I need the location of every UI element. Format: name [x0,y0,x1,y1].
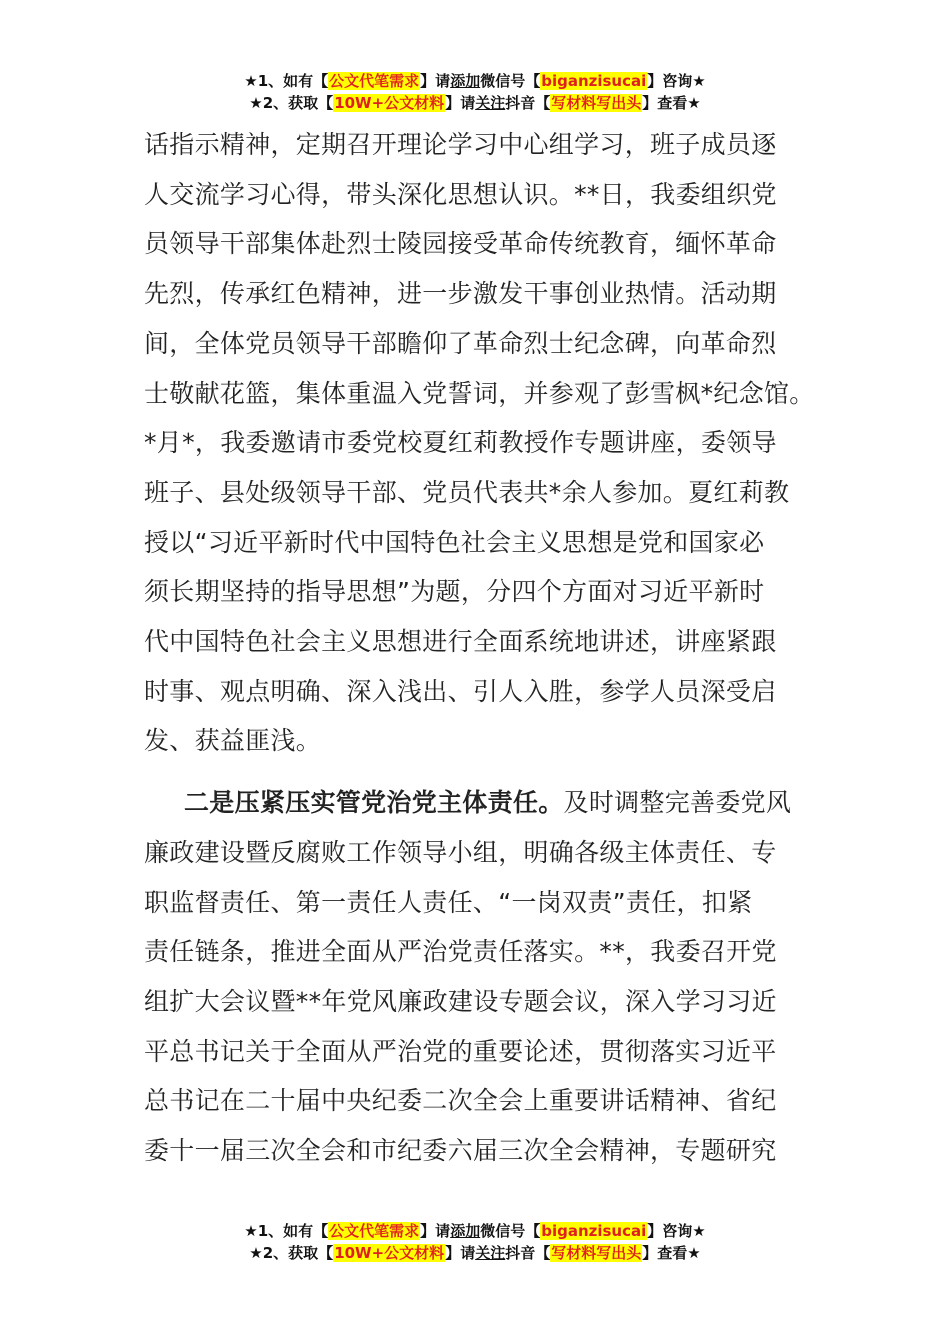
header-emphasis: 关注 [475,94,506,112]
footer-emphasis: 关注 [475,1244,506,1262]
header-text: 】查看★ [642,94,701,112]
text-line: 代中国特色社会主义思想进行全面系统地讲述，讲座紧跟 [144,627,777,657]
text-line: 组扩大会议暨**年党风廉政建设专题会议，深入学习习近 [144,986,777,1016]
highlight-service: 公文代笔需求 [329,1222,420,1240]
footer-text: 】咨询★ [647,1222,706,1240]
text-line: 廉政建设暨反腐败工作领导小组，明确各级主体责任、专 [144,837,777,867]
highlight-service: 公文代笔需求 [329,72,420,90]
wechat-id: biganzisucai [541,72,647,90]
text-line: 授以“习近平新时代中国特色社会主义思想是党和国家必 [144,527,765,557]
text-line: 先烈，传承红色精神，进一步激发干事创业热情。活动期 [144,279,777,309]
header-text: 微信号【 [480,72,541,90]
highlight-materials: 10W+公文材料 [334,1244,445,1262]
header-line-2 [0,92,950,114]
text-line: 发、获益匪浅。 [144,726,322,756]
paragraph-1 [144,120,824,766]
highlight-materials: 10W+公文材料 [334,94,445,112]
footer-text: 微信号【 [480,1222,541,1240]
douyin-account: 写材料写出头 [551,1244,642,1262]
text-line: 平总书记关于全面从严治党的重要论述，贯彻落实习近平 [144,1036,777,1066]
text-line: 总书记在二十届中央纪委二次全会上重要讲话精神、省纪 [144,1086,777,1116]
footer-text: 】请 [420,1222,451,1240]
text-line: 话指示精神，定期召开理论学习中心组学习，班子成员逐 [144,130,777,159]
footer-banner [0,1220,950,1264]
text-line: 员领导干部集体赴烈士陵园接受革命传统教育，缅怀革命 [144,229,777,259]
footer-text: ★2、获取【 [249,1244,334,1262]
text-line: *月*，我委邀请市委党校夏红莉教授作专题讲座，委领导 [144,428,777,458]
text-line: 委十一届三次全会和市纪委六届三次全会精神，专题研究 [144,1136,777,1166]
header-text: ★2、获取【 [249,94,334,112]
text-line: 时事、观点明确、深入浅出、引人入胜，参学人员深受启 [144,676,777,706]
header-text: ★1、如有【 [244,72,329,90]
footer-text: 】请 [445,1244,476,1262]
header-banner [0,70,950,114]
paragraph-lead-heading: 二是压紧压实管党治党主体责任。 [184,788,564,818]
text-line: 人交流学习心得，带头深化思想认识。**日，我委组织党 [144,179,777,209]
text-line-first [144,778,824,828]
wechat-id: biganzisucai [541,1222,647,1240]
footer-text: ★1、如有【 [244,1222,329,1240]
document-body [144,120,824,1176]
text-line: 士敬献花篮，集体重温入党誓词，并参观了彭雪枫*纪念馆。 [144,378,815,408]
text-line: 间，全体党员领导干部瞻仰了革命烈士纪念碑，向革命烈 [144,328,777,358]
header-text: 】咨询★ [647,72,706,90]
paragraph-2 [144,778,824,1176]
text-line: 须长期坚持的指导思想”为题，分四个方面对习近平新时 [144,577,765,607]
douyin-account: 写材料写出头 [551,94,642,112]
text-line: 职监督责任、第一责任人责任、“一岗双责”责任，扣紧 [144,887,753,917]
text-line: 责任链条，推进全面从严治党责任落实。**，我委召开党 [144,937,777,967]
footer-line-2 [0,1242,950,1264]
footer-emphasis: 添加 [450,1222,481,1240]
footer-text: 抖音【 [505,1244,551,1262]
text-run: 及时调整完善委党风 [563,788,792,818]
header-emphasis: 添加 [450,72,481,90]
footer-line-1 [0,1220,950,1242]
header-line-1 [0,70,950,92]
footer-text: 】查看★ [642,1244,701,1262]
header-text: 】请 [445,94,476,112]
header-text: 】请 [420,72,451,90]
text-line: 班子、县处级领导干部、党员代表共*余人参加。夏红莉教 [144,477,790,507]
header-text: 抖音【 [505,94,551,112]
